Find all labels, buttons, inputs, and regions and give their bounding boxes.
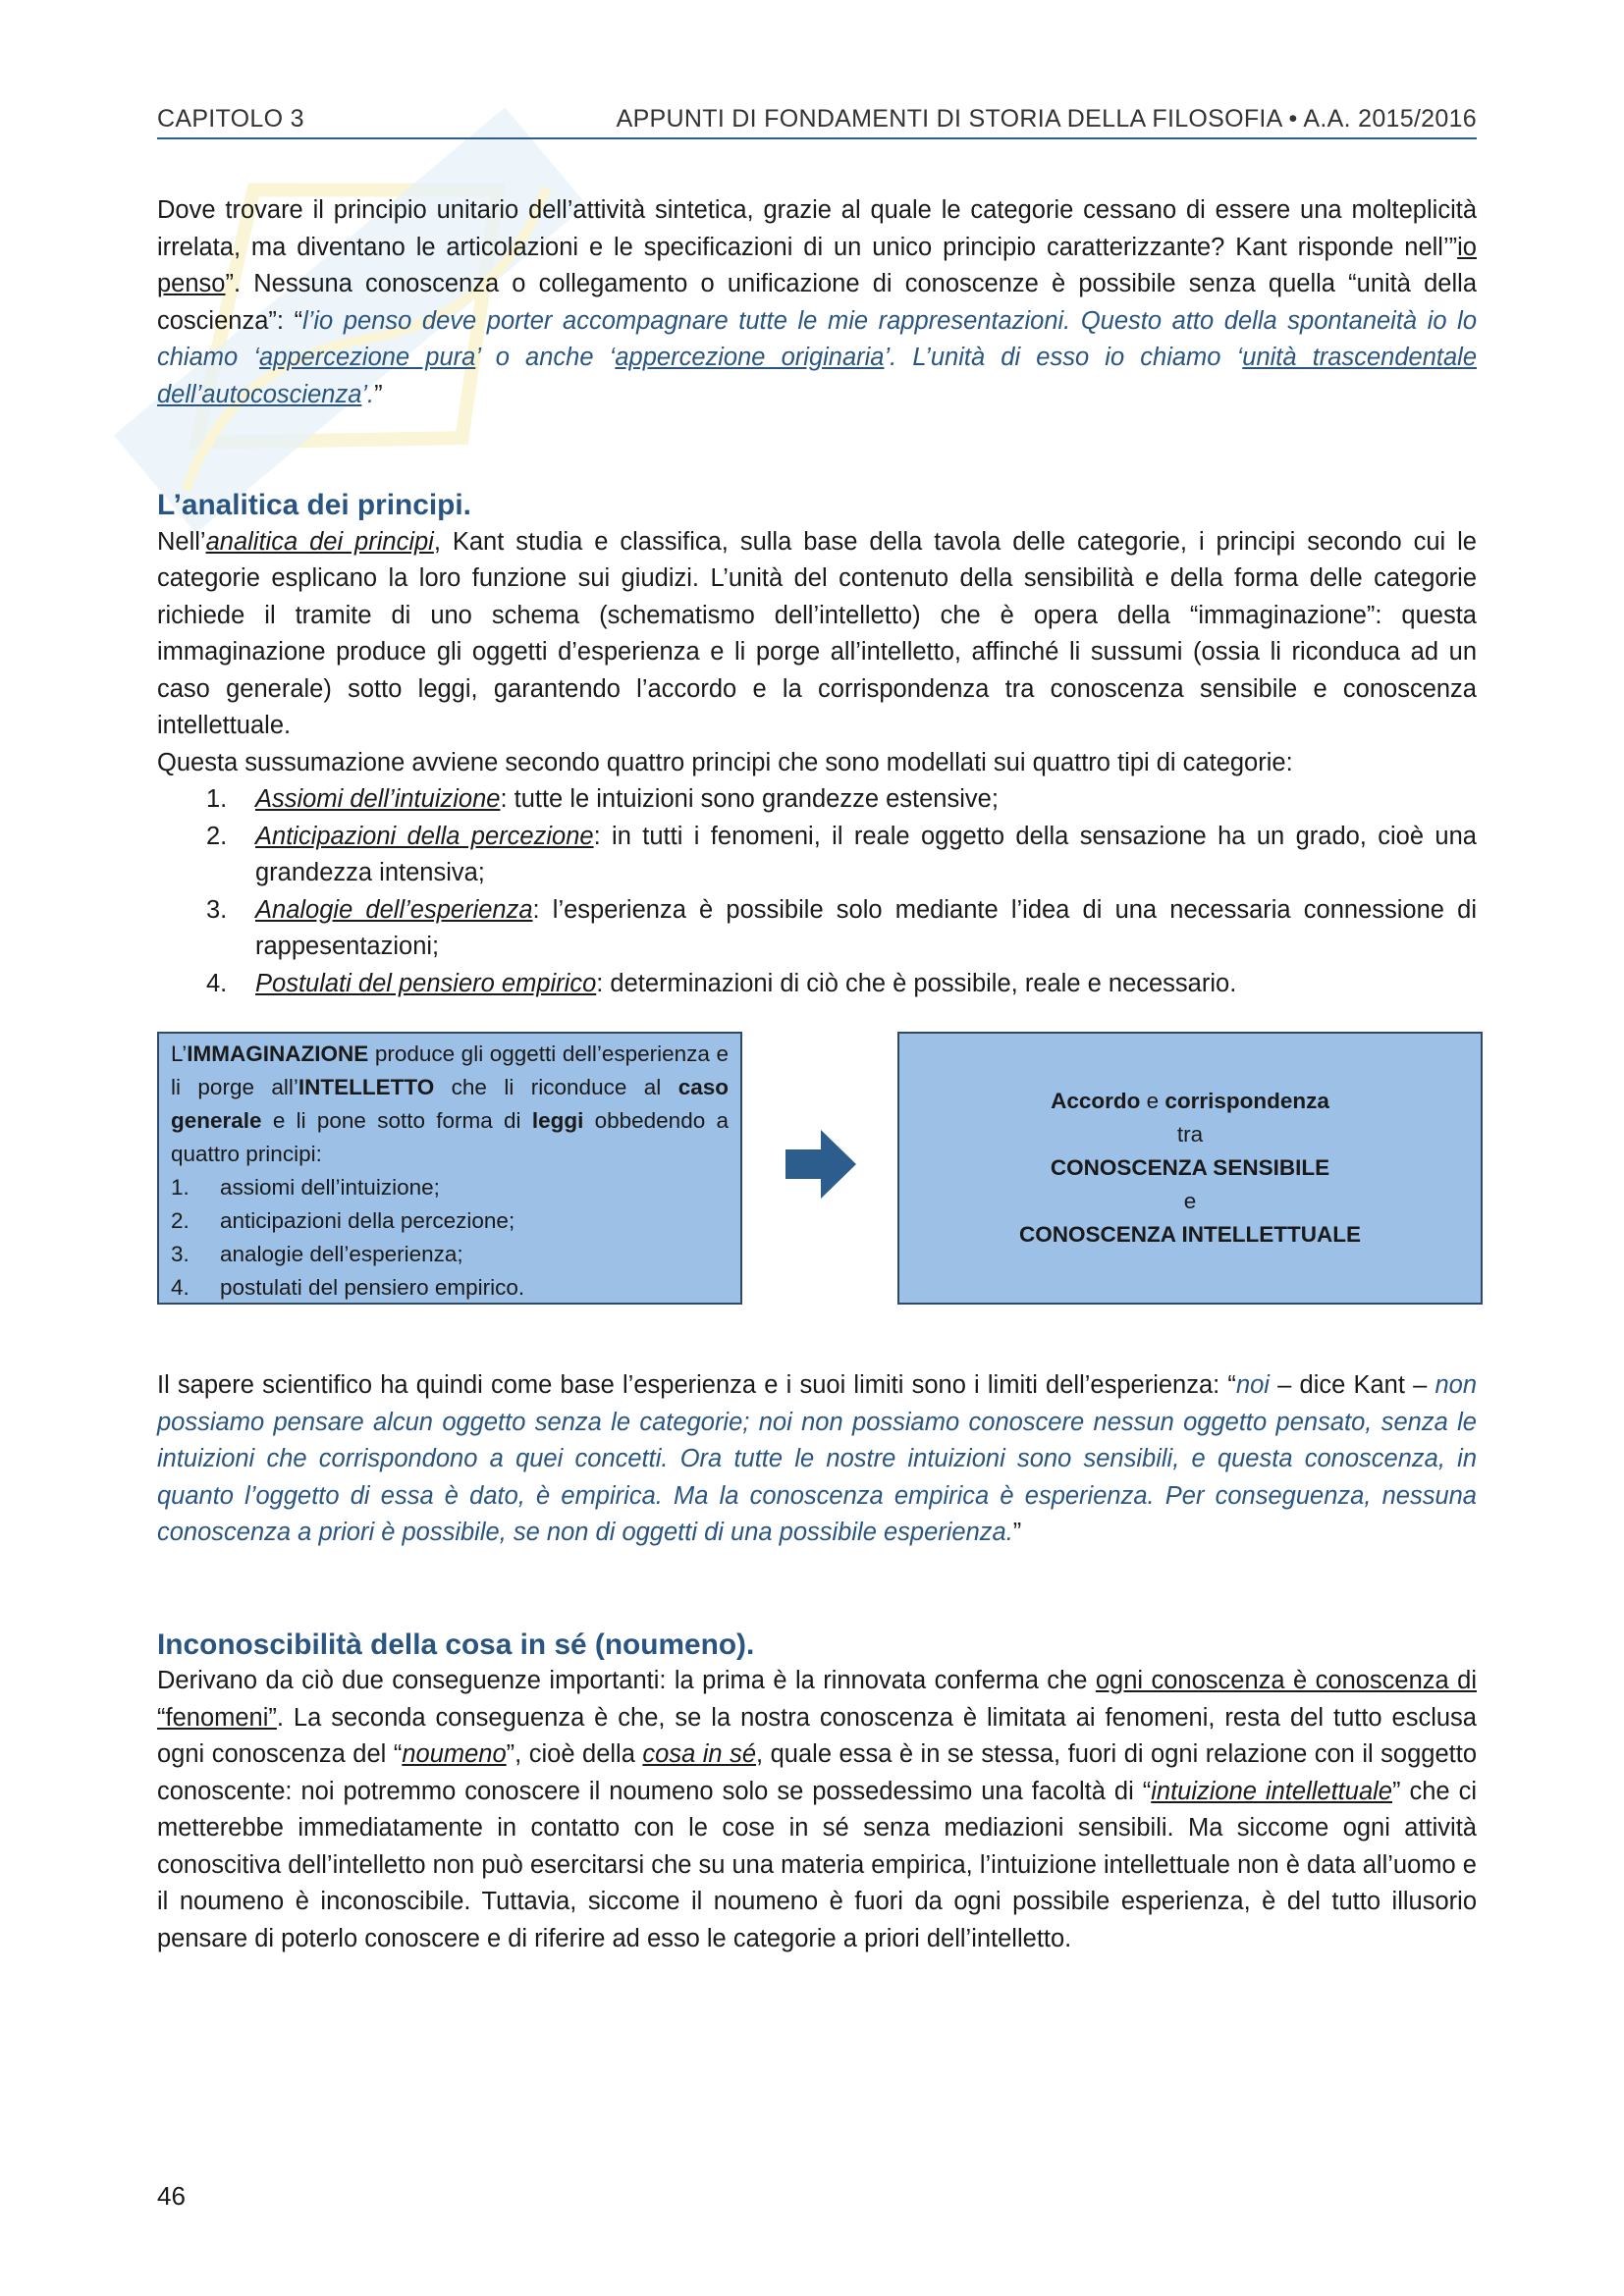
paragraph-sussumazione: Questa sussumazione avviene secondo quattro principi che sono modellati sui quattro tipi di categorie: [157,748,1293,776]
list-item: 1. assiomi dell’intuizione; [171,1175,440,1200]
box-principles-list [171,1171,729,1305]
list-item: 4. Postulati del pensiero empirico: determinazioni di ciò che è possibile, reale e necessario. [206,969,1237,997]
header-title: APPUNTI DI FONDAMENTI DI STORIA DELLA FILOSOFIA • A.A. 2015/2016 [616,105,1477,133]
header-chapter: CAPITOLO 3 [157,105,304,133]
concept-diagram [157,1032,1477,1338]
section-heading-analitica: L’analitica dei principi. [157,489,471,521]
term-io-penso: io penso [157,233,1477,297]
box-immaginazione: L’IMMAGINAZIONE produce gli oggetti dell’esperienza e li porge all’INTELLETTO che li riconduce al caso generale e li pone sotto forma di leggi obbedendo a quattro principi: 1. assiomi dell’intuizione; 2. anticipazioni della percezione; 3. analogie dell’esperienza; 4. postulati del pensiero empirico. [157,1032,742,1305]
page-header [157,98,1477,139]
principles-list [157,781,1477,1002]
kant-quote-2: non possiamo pensare alcun oggetto senza le categorie; noi non possiamo conoscere nessun oggetto pensato, senza le intuizioni che corrispondono a quei concetti. Ora tutte le nostre intuizioni sono sensibili, e questa conoscenza, in quanto l’oggetto di essa è dato, è empirica. Ma la conoscenza empirica è esperienza. Per conseguenza, nessuna conoscenza a priori è possibile, se non di oggetti di una possibile esperienza. [157,1371,1478,1546]
section-heading-noumeno: Inconoscibilità della cosa in sé (noumeno). [157,1628,755,1661]
list-item: 2. Anticipazioni della percezione: in tutti i fenomeni, il reale oggetto della sensazione ha un grado, cioè una grandezza intensiva; [206,822,1477,886]
list-item: 3. analogie dell’esperienza; [171,1242,463,1266]
list-item: 1. Assiomi dell’intuizione: tutte le intuizioni sono grandezze estensive; [206,785,999,813]
arrow-right-icon [785,1130,856,1199]
paragraph-io-penso: Dove trovare il principio unitario dell’attività sintetica, grazie al quale le categorie cessano di essere una molteplicità irrelata, ma diventano le articolazioni e le specificazioni di un unico principio caratterizzante? Kant risponde nell’”io penso”. Nessuna conoscenza o collegamento o unificazione di conoscenze è possibile senza quella “unità della coscienza”: “l’io penso deve porter accompagnare tutte le mie rappresentazioni. Questo atto della spontaneità io lo chiamo ‘appercezione pura’ o anche ‘appercezione originaria’. L’unità di esso io chiamo ‘unità trascendentale dell’autocoscienza’.” [157,196,1478,408]
paragraph-noumeno: Derivano da ciò due conseguenze importanti: la prima è la rinnovata conferma che ogni conoscenza è conoscenza di “fenomeni”. La seconda conseguenza è che, se la nostra conoscenza è limitata ai fenomeni, resta del tutto esclusa ogni conoscenza del “noumeno”, cioè della cosa in sé, quale essa è in se stessa, fuori di ogni relazione con il soggetto conoscente: noi potremmo conoscere il noumeno solo se possedessimo una facoltà di “intuizione intellettuale” che ci metterebbe immediatamente in contatto con le cose in sé senza mediazioni sensibili. Ma siccome ogni attività conoscitiva dell’intelletto non può esercitarsi che su una materia empirica, l’intuizione intellettuale non è data all’uomo e il noumeno è inconoscibile. Tuttavia, siccome il noumeno è fuori da ogni possibile esperienza, è del tutto illusorio pensare di poterlo conoscere e di riferire ad esso le categorie a priori dell’intelletto. [157,1667,1478,1952]
page-content [157,192,1477,1957]
list-item: 4. postulati del pensiero empirico. [171,1275,525,1300]
list-item: 2. anticipazioni della percezione; [171,1208,515,1233]
page-number: 46 [157,2181,186,2211]
paragraph-analitica: Nell’analitica dei principi, Kant studia e classifica, sulla base della tavola delle categorie, i principi secondo cui le categorie esplicano la loro funzione sui giudizi. L’unità del contenuto della sensibilità e della forma delle categorie richiede il tramite di uno schema (schematismo dell’intelletto) che è opera della “immaginazione”: questa immaginazione produce gli oggetti d’esperienza e li porge all’intelletto, affinché li sussumi (ossia li riconduca ad un caso generale) sotto leggi, garantendo l’accordo e la corrispondenza tra conoscenza sensibile e conoscenza intellettuale. [157,527,1477,739]
kant-quote: l’io penso deve porter accompagnare tutte le mie rappresentazioni. Questo atto della spontaneità io lo chiamo ‘appercezione pura’ o anche ‘appercezione originaria’. L’unità di esso io chiamo ‘unità trascendentale dell’autocoscienza’. [157,306,1478,408]
list-item: 3. Analogie dell’esperienza: l’esperienza è possibile solo mediante l’idea di una necessaria connessione di rappesentazioni; [206,895,1477,960]
paragraph-sapere-scientifico: Il sapere scientifico ha quindi come base l’esperienza e i suoi limiti sono i limiti dell’esperienza: “noi – dice Kant – non possiamo pensare alcun oggetto senza le categorie; noi non possiamo conoscere nessun oggetto pensato, senza le intuizioni che corrispondono a quei concetti. Ora tutte le nostre intuizioni sono sensibili, e questa conoscenza, in quanto l’oggetto di essa è dato, è empirica. Ma la conoscenza empirica è esperienza. Per conseguenza, nessuna conoscenza a priori è possibile, se non di oggetti di una possibile esperienza.” [157,1371,1478,1546]
box-accordo: Accordo e corrispondenza tra CONOSCENZA SENSIBILE e CONOSCENZA INTELLETTUALE [897,1032,1483,1305]
